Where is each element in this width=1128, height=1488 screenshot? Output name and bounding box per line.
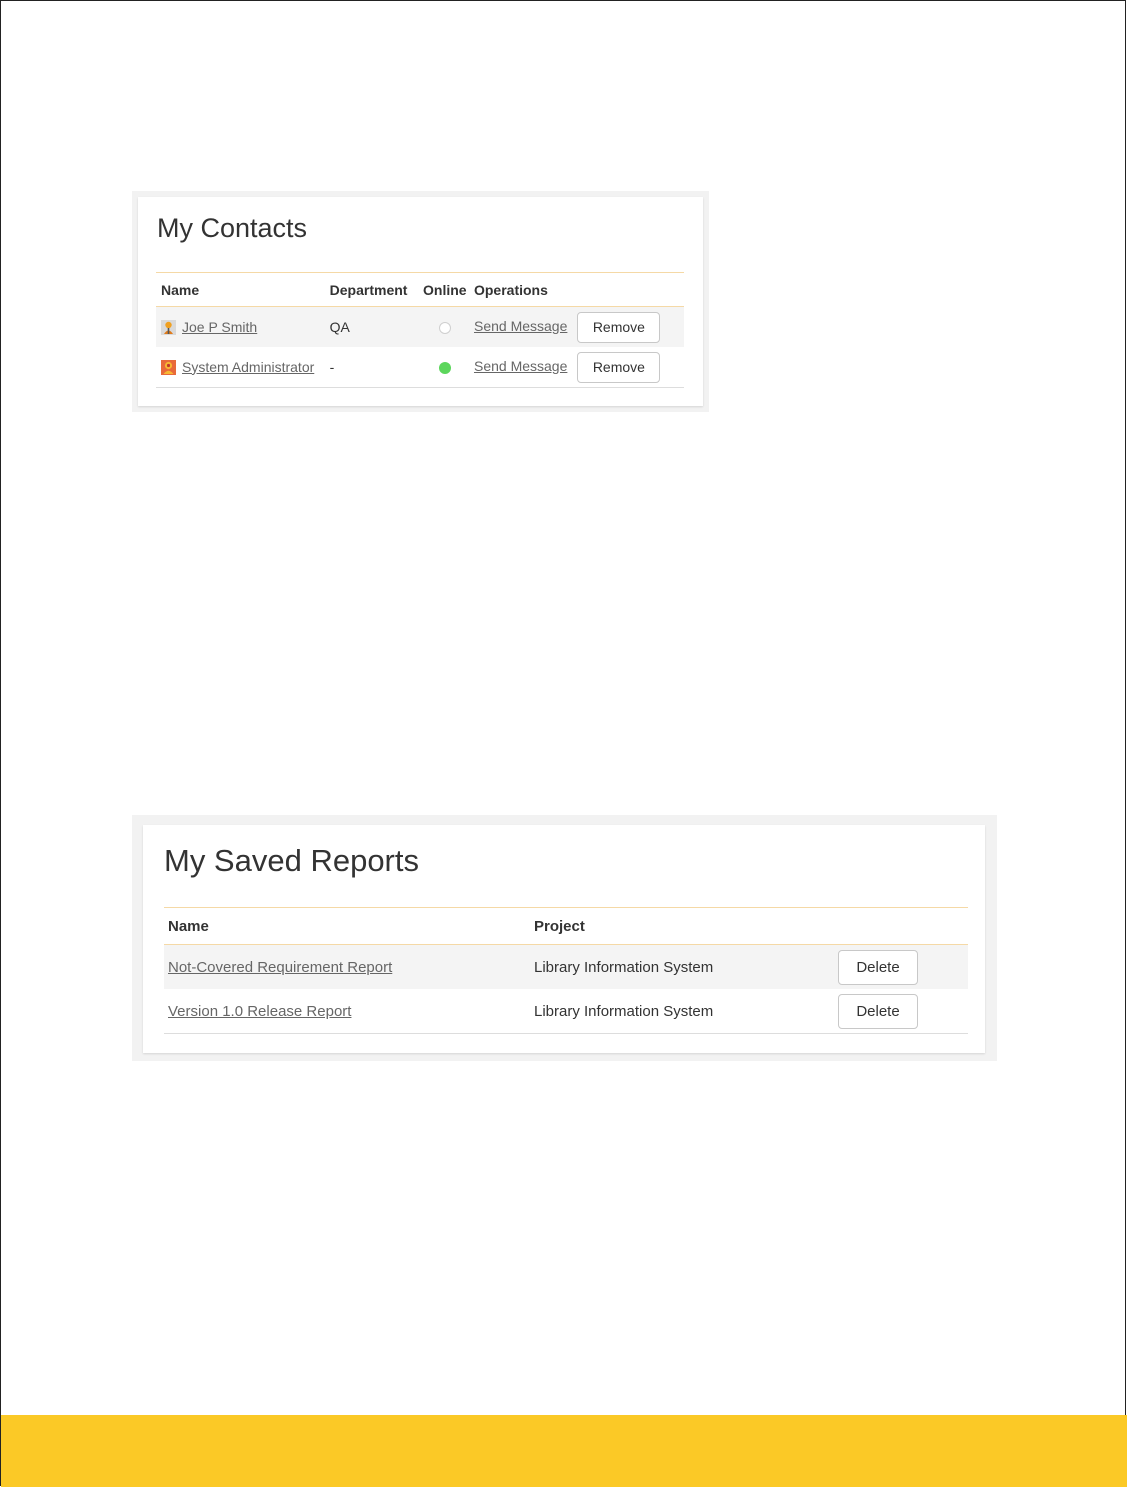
report-operations xyxy=(834,989,968,1034)
report-row xyxy=(164,989,968,1034)
send-message-link[interactable]: Send Message xyxy=(473,317,568,334)
contact-operations xyxy=(469,347,684,388)
contact-name-link[interactable]: System Administrator xyxy=(182,358,315,375)
column-header-report-name: Name xyxy=(164,908,530,945)
report-operations xyxy=(834,945,968,990)
remove-contact-button[interactable]: Remove xyxy=(577,312,660,343)
contacts-title: My Contacts xyxy=(157,213,308,243)
column-header-actions xyxy=(834,908,968,945)
status-offline-icon xyxy=(439,322,451,334)
saved-reports-title: My Saved Reports xyxy=(164,843,419,878)
status-online-icon xyxy=(439,362,451,374)
delete-report-button[interactable]: Delete xyxy=(838,994,918,1029)
contacts-header-row xyxy=(156,273,684,307)
contact-name-cell xyxy=(156,307,325,348)
contact-name-link[interactable]: Joe P Smith xyxy=(182,318,258,335)
saved-reports-table xyxy=(164,907,968,1034)
admin-user-icon xyxy=(161,360,176,375)
contact-row xyxy=(156,347,684,388)
column-header-operations: Operations xyxy=(469,273,684,307)
delete-report-button[interactable]: Delete xyxy=(838,950,918,985)
column-header-name: Name xyxy=(156,273,325,307)
contact-operations xyxy=(469,307,684,348)
contact-online-cell xyxy=(416,307,469,348)
report-name-link[interactable]: Not-Covered Requirement Report xyxy=(168,958,393,976)
user-icon xyxy=(161,320,176,335)
report-name-cell xyxy=(164,945,530,990)
contact-online-cell xyxy=(416,347,469,388)
contact-department: - xyxy=(325,347,416,388)
contacts-table xyxy=(156,272,684,388)
footer-accent-bar xyxy=(1,1415,1127,1487)
report-project: Library Information System xyxy=(530,989,834,1034)
column-header-project: Project xyxy=(530,908,834,945)
reports-header-row xyxy=(164,908,968,945)
report-name-cell xyxy=(164,989,530,1034)
contact-name-cell xyxy=(156,347,325,388)
column-header-online: Online xyxy=(416,273,469,307)
report-project: Library Information System xyxy=(530,945,834,990)
report-row xyxy=(164,945,968,990)
contact-row xyxy=(156,307,684,348)
contact-department: QA xyxy=(325,307,416,348)
remove-contact-button[interactable]: Remove xyxy=(577,352,660,383)
send-message-link[interactable]: Send Message xyxy=(473,357,568,374)
column-header-department: Department xyxy=(325,273,416,307)
report-name-link[interactable]: Version 1.0 Release Report xyxy=(168,1002,352,1020)
